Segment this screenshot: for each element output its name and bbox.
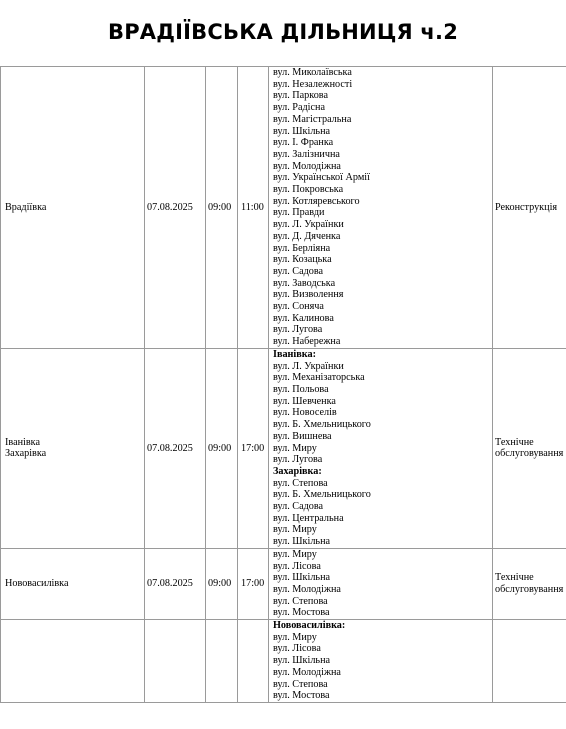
street-item: вул. Мостова	[273, 690, 330, 702]
street-item: вул. Берліяна	[273, 242, 331, 254]
street-item: вул. Визволення	[273, 289, 344, 301]
street-item: вул. Радісна	[273, 102, 325, 114]
date-cell: 07.08.2025	[145, 348, 206, 548]
outage-table-body	[1, 67, 566, 703]
street-item: вул. Степова	[273, 595, 328, 607]
street-item: вул. Новоселів	[273, 407, 337, 419]
outage-table-wrapper	[0, 66, 566, 729]
table-row	[1, 348, 566, 548]
street-item: вул. Української Армії	[273, 172, 370, 184]
work-type-text: обслуговування	[495, 448, 564, 460]
work-type-cell	[493, 548, 566, 619]
street-item: вул. Миколаївська	[273, 67, 352, 78]
work-type-text: Технічне	[495, 436, 534, 448]
end-time-cell: 17:00	[238, 548, 269, 619]
settlement-cell	[1, 67, 145, 349]
date-cell: 07.08.2025	[145, 548, 206, 619]
street-item: вул. Л. Українки	[273, 219, 344, 231]
street-item: вул. Л. Українки	[273, 360, 344, 372]
street-item: вул. Залізнична	[273, 148, 340, 160]
street-item: вул. Центральна	[273, 512, 344, 524]
street-item: вул. Набережна	[273, 336, 341, 348]
village-heading: Захарівка:	[273, 465, 322, 477]
street-item: вул. Козацька	[273, 254, 332, 266]
street-item: вул. Калинова	[273, 312, 334, 324]
street-item: вул. Миру	[273, 524, 317, 536]
street-item: вул. Правди	[273, 207, 325, 219]
street-item: вул. Вишнева	[273, 430, 332, 442]
work-type-cell	[493, 620, 566, 703]
work-type-cell	[493, 348, 566, 548]
streets-cell	[269, 620, 493, 703]
street-item: вул. Лугова	[273, 454, 323, 466]
street-item: вул. Шкільна	[273, 655, 331, 667]
street-item: вул. Шкільна	[273, 572, 331, 584]
village-heading: Нововасилівка:	[273, 620, 346, 632]
street-item: вул. Мостова	[273, 607, 330, 619]
table-row	[1, 620, 566, 703]
street-item: вул. Миру	[273, 442, 317, 454]
street-item: вул. Лісова	[273, 643, 321, 655]
settlement-name: Іванівка	[5, 436, 40, 448]
street-item: вул. Б. Хмельницького	[273, 419, 371, 431]
street-item: вул. Д. Дяченка	[273, 230, 341, 242]
settlement-cell	[1, 620, 145, 703]
street-item: вул. Лісова	[273, 560, 321, 572]
street-item: вул. Механізаторська	[273, 372, 365, 384]
street-item: вул. Степова	[273, 477, 328, 489]
table-row	[1, 67, 566, 349]
street-item: вул. Шкільна	[273, 536, 331, 548]
street-item: вул. Незалежності	[273, 78, 353, 90]
streets-cell	[269, 348, 493, 548]
settlement-name: Захарівка	[5, 448, 47, 460]
street-item: вул. Шевченка	[273, 395, 336, 407]
settlement-name: Врадіївка	[5, 201, 47, 213]
table-row	[1, 548, 566, 619]
street-item: вул. Польова	[273, 383, 329, 395]
street-item: вул. Лугова	[273, 324, 323, 336]
street-item: вул. Молодіжна	[273, 666, 341, 678]
work-type-cell	[493, 67, 566, 349]
street-item: вул. Молодіжна	[273, 160, 341, 172]
street-item: вул. Соняча	[273, 301, 324, 313]
page-title: ВРАДІЇВСЬКА ДІЛЬНИЦЯ ч.2	[107, 20, 459, 44]
street-item: вул. Б. Хмельницького	[273, 489, 371, 501]
settlement-name: Нововасилівка	[5, 578, 69, 590]
date-cell	[145, 620, 206, 703]
street-item: вул. Котляревського	[273, 195, 360, 207]
street-item: вул. Степова	[273, 678, 328, 690]
start-time-cell	[206, 620, 238, 703]
start-time-cell: 09:00	[206, 67, 238, 349]
village-heading: Іванівка:	[273, 348, 316, 360]
work-type-text: обслуговування	[495, 583, 564, 595]
streets-cell	[269, 548, 493, 619]
outage-schedule-table	[0, 66, 566, 703]
street-item: вул. Заводська	[273, 277, 336, 289]
end-time-cell: 17:00	[238, 348, 269, 548]
end-time-cell	[238, 620, 269, 703]
street-item: вул. Магістральна	[273, 113, 352, 125]
date-cell: 07.08.2025	[145, 67, 206, 349]
street-item: вул. Молодіжна	[273, 583, 341, 595]
work-type-text: Технічне	[495, 572, 534, 584]
start-time-cell: 09:00	[206, 348, 238, 548]
street-item: вул. Садова	[273, 501, 324, 513]
end-time-cell: 11:00	[238, 67, 269, 349]
work-type-text: Реконструкція	[495, 201, 558, 213]
street-item: вул. Шкільна	[273, 125, 331, 137]
settlement-cell	[1, 348, 145, 548]
street-item: вул. Паркова	[273, 90, 328, 102]
street-item: вул. Покровська	[273, 184, 344, 196]
street-item: вул. Миру	[273, 631, 317, 643]
settlement-cell	[1, 548, 145, 619]
street-item: вул. Миру	[273, 548, 317, 560]
street-item: вул. І. Франка	[273, 137, 334, 149]
street-item: вул. Садова	[273, 265, 324, 277]
start-time-cell: 09:00	[206, 548, 238, 619]
streets-cell	[269, 67, 493, 349]
